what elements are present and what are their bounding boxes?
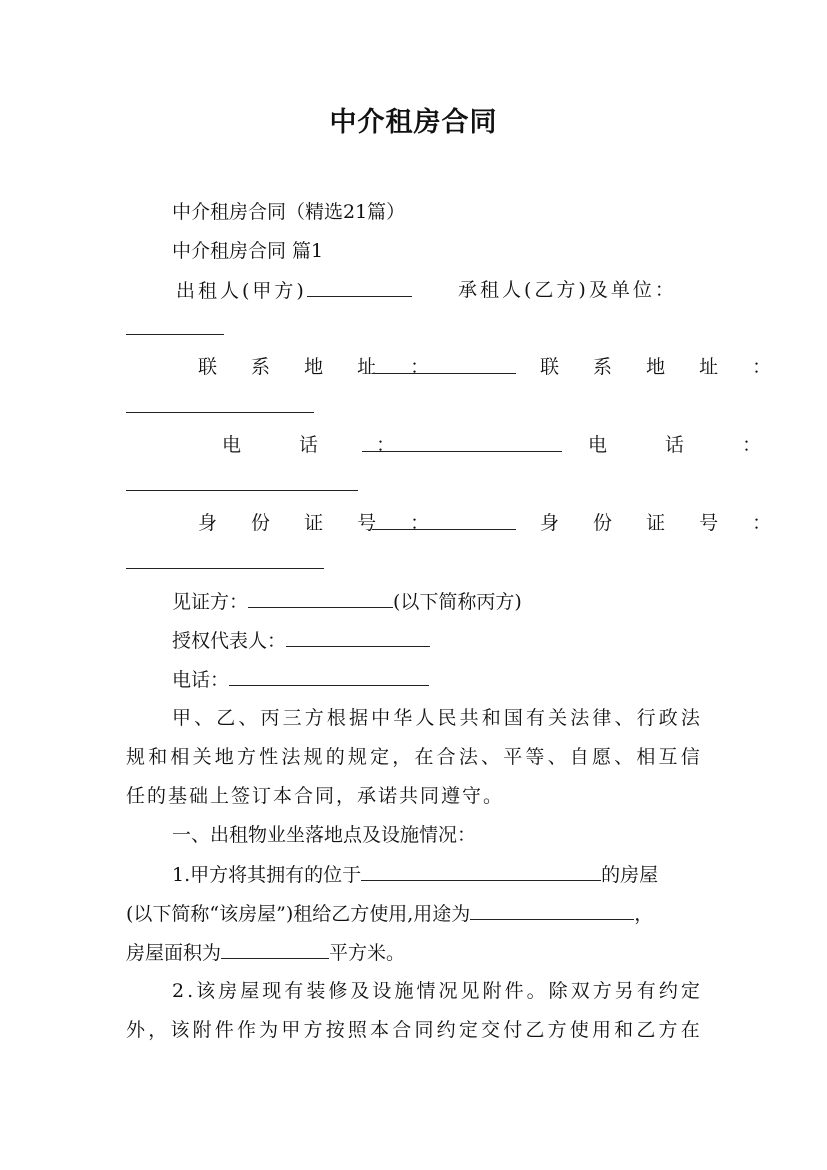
text-glyph: 和 xyxy=(614,1019,634,1041)
phone-blank-b xyxy=(126,472,358,491)
heading-1: 一、出租物业坐落地点及设施情况： xyxy=(172,824,477,846)
phone-label-b: 电 话 ： xyxy=(588,434,788,456)
lessee-blank xyxy=(126,316,224,335)
clause1-line-3-a: 房屋面积为 xyxy=(126,942,222,964)
id-blank-a xyxy=(372,511,516,530)
lessor-label: 出租人(甲方) xyxy=(176,280,307,302)
text-glyph: 2 xyxy=(172,980,185,1002)
text-glyph: 、 xyxy=(194,707,214,729)
clause1-line-2 xyxy=(126,901,653,926)
text-glyph: 装 xyxy=(306,980,326,1002)
text-glyph: 合 xyxy=(392,1019,412,1041)
text-glyph: 双 xyxy=(570,980,590,1002)
preamble-line-2 xyxy=(126,745,700,769)
text-glyph: 相 xyxy=(170,746,190,768)
text-glyph: 。 xyxy=(526,980,546,1002)
text-glyph: 律 xyxy=(592,707,612,729)
authorized-line xyxy=(172,628,430,653)
text-glyph: 法 xyxy=(680,707,700,729)
text-glyph: 方 xyxy=(303,1019,323,1041)
text-glyph: 三 xyxy=(282,707,302,729)
text-glyph: 有 xyxy=(526,707,546,729)
text-glyph: ， xyxy=(392,746,412,768)
text-glyph: 共 xyxy=(459,707,479,729)
text-glyph: 华 xyxy=(393,707,413,729)
text-glyph: 约 xyxy=(658,980,678,1002)
witness-phone-blank xyxy=(229,667,429,686)
witness-suffix: (以下简称丙方) xyxy=(393,591,522,613)
phone-blank-b-line xyxy=(126,472,358,497)
id-blank-a-line xyxy=(372,511,516,536)
clause1-line-2-b: ， xyxy=(634,903,654,925)
text-glyph: 有 xyxy=(284,980,304,1002)
text-glyph: 方 xyxy=(304,707,324,729)
text-glyph: 根 xyxy=(326,707,346,729)
text-glyph: 见 xyxy=(460,980,480,1002)
address-label-a: 联 系 地 址 ： xyxy=(198,356,444,378)
text-glyph: 规 xyxy=(347,746,367,768)
lessor-blank xyxy=(307,278,412,297)
text-glyph: 照 xyxy=(347,1019,367,1041)
address-blank-b-line xyxy=(126,394,314,419)
clause1-line-1 xyxy=(172,862,658,887)
text-glyph: 施 xyxy=(394,980,414,1002)
section-heading: 中介租房合同 篇1 xyxy=(172,240,324,262)
authorized-blank xyxy=(286,628,430,647)
text-glyph: 、 xyxy=(481,746,501,768)
text-glyph: 该 xyxy=(170,1019,190,1041)
address-blank-a xyxy=(372,355,516,374)
clause1-line-3 xyxy=(126,940,405,965)
clause2-line-2 xyxy=(126,1018,700,1042)
lessee-label: 承租人(乙方)及单位： xyxy=(458,279,677,301)
authorized-label: 授权代表人： xyxy=(172,630,287,652)
clause2-line-1 xyxy=(172,979,700,1003)
text-glyph: 附 xyxy=(482,980,502,1002)
text-glyph: 本 xyxy=(370,1019,390,1041)
text-glyph: 使 xyxy=(569,1019,589,1041)
id-label-b: 身 份 证 号 ： xyxy=(540,512,786,534)
text-glyph: 愿 xyxy=(591,746,611,768)
address-blank-a-line xyxy=(372,355,516,380)
text-glyph: 现 xyxy=(262,980,282,1002)
text-glyph: 在 xyxy=(680,1019,700,1041)
text-glyph: 的 xyxy=(325,746,345,768)
text-glyph: 信 xyxy=(680,746,700,768)
text-glyph: 该 xyxy=(196,980,216,1002)
id-blank-b xyxy=(126,550,324,569)
text-glyph: 民 xyxy=(437,707,457,729)
area-blank xyxy=(221,940,329,959)
location-blank xyxy=(361,862,601,881)
text-glyph: 件 xyxy=(214,1019,234,1041)
text-glyph: 除 xyxy=(548,980,568,1002)
text-glyph: 情 xyxy=(416,980,436,1002)
text-glyph: 政 xyxy=(658,707,678,729)
address-label-b: 联 系 地 址 ： xyxy=(540,356,786,378)
text-glyph: 方 xyxy=(547,1019,567,1041)
text-glyph: 合 xyxy=(436,746,456,768)
text-glyph: 定 xyxy=(458,1019,478,1041)
text-glyph: 规 xyxy=(303,746,323,768)
subtitle: 中介租房合同（精选21篇） xyxy=(172,201,406,223)
text-glyph: 交 xyxy=(481,1019,501,1041)
text-glyph: 关 xyxy=(192,746,212,768)
text-glyph: 房 xyxy=(218,980,238,1002)
text-glyph: 设 xyxy=(372,980,392,1002)
text-glyph: 法 xyxy=(281,746,301,768)
witness-label: 见证方： xyxy=(172,591,249,613)
text-glyph: ， xyxy=(148,1019,168,1041)
text-glyph: 性 xyxy=(259,746,279,768)
text-glyph: 甲 xyxy=(281,1019,301,1041)
text-glyph: 地 xyxy=(214,746,234,768)
usage-blank xyxy=(470,901,634,920)
text-glyph: 自 xyxy=(569,746,589,768)
text-glyph: 用 xyxy=(591,1019,611,1041)
text-glyph: 据 xyxy=(349,707,369,729)
clause1-line-1-a: 1.甲方将其拥有的位于 xyxy=(172,864,362,886)
address-blank-b xyxy=(126,394,314,413)
text-glyph: . xyxy=(187,980,194,1002)
id-blank-b-line xyxy=(126,550,324,575)
text-glyph: 行 xyxy=(636,707,656,729)
text-glyph: 乙 xyxy=(525,1019,545,1041)
document-title: 中介租房合同 xyxy=(329,107,498,138)
text-glyph: 法 xyxy=(458,746,478,768)
text-glyph: 甲 xyxy=(172,707,192,729)
text-glyph: 及 xyxy=(350,980,370,1002)
text-glyph: 相 xyxy=(636,746,656,768)
text-glyph: 另 xyxy=(614,980,634,1002)
text-glyph: 和 xyxy=(148,746,168,768)
text-glyph: 定 xyxy=(370,746,390,768)
text-glyph: 附 xyxy=(192,1019,212,1041)
witness-phone-line xyxy=(172,667,429,692)
text-glyph: 定 xyxy=(680,980,700,1002)
text-glyph: 约 xyxy=(436,1019,456,1041)
witness-line xyxy=(172,589,522,614)
text-glyph: 互 xyxy=(658,746,678,768)
text-glyph: 方 xyxy=(592,980,612,1002)
phone-label-a: 电 话 ： xyxy=(222,434,422,456)
text-glyph: 按 xyxy=(325,1019,345,1041)
text-glyph: 件 xyxy=(504,980,524,1002)
text-glyph: 屋 xyxy=(240,980,260,1002)
text-glyph: 作 xyxy=(236,1019,256,1041)
phone-blank-a-line xyxy=(362,433,562,458)
text-glyph: 平 xyxy=(503,746,523,768)
text-glyph: 在 xyxy=(414,746,434,768)
text-glyph: 付 xyxy=(503,1019,523,1041)
text-glyph: 丙 xyxy=(260,707,280,729)
text-glyph: 规 xyxy=(126,746,146,768)
clause1-line-2-a: (以下简称“该房屋”)租给乙方使用,用途为 xyxy=(126,903,471,925)
text-glyph: 修 xyxy=(328,980,348,1002)
clause1-line-3-b: 平方米。 xyxy=(329,942,406,964)
text-glyph: 人 xyxy=(415,707,435,729)
text-glyph: 乙 xyxy=(216,707,236,729)
text-glyph: 方 xyxy=(658,1019,678,1041)
text-glyph: 况 xyxy=(438,980,458,1002)
text-glyph: 同 xyxy=(414,1019,434,1041)
lessee-blank-line xyxy=(126,316,224,341)
text-glyph: 关 xyxy=(548,707,568,729)
text-glyph: 国 xyxy=(503,707,523,729)
text-glyph: 、 xyxy=(238,707,258,729)
phone-blank-a xyxy=(362,433,562,452)
id-label-a: 身 份 证 号 ： xyxy=(198,512,444,534)
preamble-line-1 xyxy=(172,706,700,730)
text-glyph: 和 xyxy=(481,707,501,729)
text-glyph: 为 xyxy=(259,1019,279,1041)
text-glyph: 法 xyxy=(570,707,590,729)
preamble-line-3: 任的基础上签订本合同，承诺共同遵守。 xyxy=(126,785,505,807)
text-glyph: 有 xyxy=(636,980,656,1002)
text-glyph: 等 xyxy=(525,746,545,768)
witness-blank xyxy=(248,589,393,608)
clause1-line-1-b: 的房屋 xyxy=(601,864,659,886)
text-glyph: 、 xyxy=(614,707,634,729)
text-glyph: 方 xyxy=(236,746,256,768)
text-glyph: 乙 xyxy=(636,1019,656,1041)
text-glyph: 外 xyxy=(126,1019,146,1041)
text-glyph: 中 xyxy=(371,707,391,729)
lessor-line xyxy=(176,278,412,303)
witness-phone-label: 电话： xyxy=(172,669,230,691)
text-glyph: 、 xyxy=(614,746,634,768)
text-glyph: 、 xyxy=(547,746,567,768)
